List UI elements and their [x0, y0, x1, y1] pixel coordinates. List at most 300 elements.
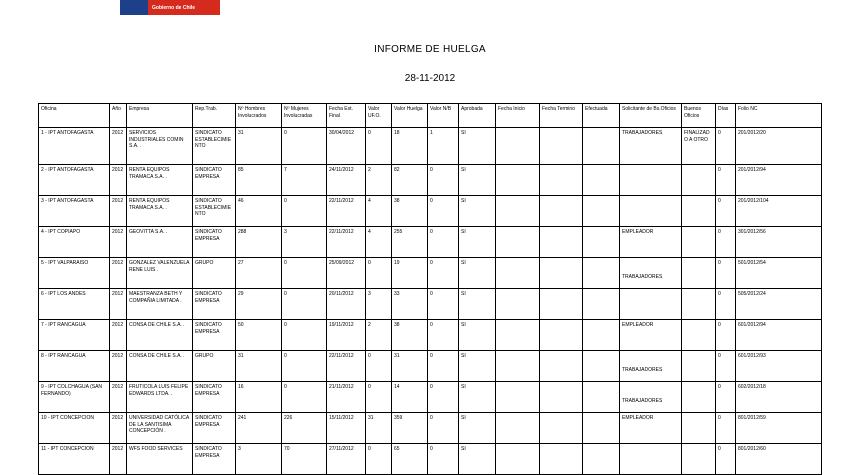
cell-valor-nb-text: 0 — [430, 260, 433, 266]
cell-mujeres — [282, 128, 327, 165]
cell-hombres-text: 288 — [238, 229, 247, 235]
cell-dias — [716, 320, 736, 351]
cell-dias — [716, 258, 736, 289]
cell-efectuada — [583, 351, 620, 382]
cell-hombres-text: 241 — [238, 415, 247, 421]
cell-folio-text: 602/2012/18 — [738, 384, 766, 390]
cell-efectuada — [583, 444, 620, 475]
cell-solicitante-text: EMPLEADOR — [622, 322, 654, 328]
cell-efectuada — [583, 258, 620, 289]
cell-fecha-termino — [540, 227, 583, 258]
cell-solicitante — [620, 351, 682, 382]
cell-valor-huelga-text: 19 — [394, 260, 400, 266]
cell-mujeres — [282, 196, 327, 227]
cell-valor-huelga-text: 31 — [394, 353, 400, 359]
cell-valor-huelga-text: 359 — [394, 415, 403, 421]
cell-valor-nb — [428, 128, 459, 165]
cell-valor-nb-text: 0 — [430, 446, 433, 452]
cell-empresa-text: RENTA EQUIPOS TRAMACA S.A. . — [129, 198, 170, 211]
cell-empresa-text: MAESTRANZA BETH Y COMPAÑIA LIMITADA . — [129, 291, 183, 304]
cell-solicitante-text: TRABAJADORES — [622, 398, 663, 404]
cell-valor-nb — [428, 413, 459, 444]
cell-valor-nb — [428, 165, 459, 196]
cell-buenos-oficios — [682, 227, 716, 258]
cell-dias — [716, 351, 736, 382]
logo-blue-block — [120, 0, 148, 15]
table-row — [39, 196, 822, 227]
cell-empresa — [127, 351, 193, 382]
cell-fecha-est-text: 21/11/2012 — [329, 384, 354, 390]
cell-buenos-oficios — [682, 258, 716, 289]
col-header-valor-nb: Valor N/B — [428, 104, 459, 128]
cell-empresa — [127, 444, 193, 475]
cell-rep-trab-text: SINDICATO EMPRESA — [195, 322, 222, 335]
col-header-empresa: Empresa — [127, 104, 193, 128]
cell-efectuada — [583, 413, 620, 444]
cell-fecha-est — [327, 258, 366, 289]
cell-solicitante-text: EMPLEADOR — [622, 415, 654, 421]
col-header-rep-trab: Rep.Trab. — [193, 104, 236, 128]
cell-hombres-text: 27 — [238, 260, 244, 266]
table-row — [39, 351, 822, 382]
cell-hombres — [236, 165, 282, 196]
cell-valor-nb — [428, 351, 459, 382]
cell-valor-uf-text: 3 — [368, 291, 371, 297]
cell-empresa-text: FRUTICOLA LUIS FELIPE EDWARDS LTDA. . — [129, 384, 189, 397]
table-row — [39, 413, 822, 444]
cell-fecha-est-text: 22/11/2012 — [329, 229, 354, 235]
cell-dias — [716, 227, 736, 258]
cell-rep-trab — [193, 351, 236, 382]
cell-rep-trab-text: SINDICATO EMPRESA — [195, 291, 222, 304]
cell-mujeres — [282, 165, 327, 196]
cell-valor-uf — [366, 165, 392, 196]
cell-mujeres-text: 7 — [284, 167, 287, 173]
cell-anio-text: 2012 — [112, 167, 124, 173]
cell-folio-text: 201/2012/20 — [738, 130, 766, 136]
cell-aprobada-text: SI — [461, 229, 466, 235]
cell-fecha-est — [327, 351, 366, 382]
cell-fecha-est — [327, 227, 366, 258]
col-header-anio: Año — [110, 104, 127, 128]
table-row — [39, 165, 822, 196]
cell-valor-huelga — [392, 289, 428, 320]
cell-fecha-termino — [540, 351, 583, 382]
cell-rep-trab — [193, 227, 236, 258]
cell-fecha-termino — [540, 289, 583, 320]
cell-folio — [736, 413, 822, 444]
cell-rep-trab-text: SINDICATO ESTABLECIMIENTO — [195, 198, 232, 217]
col-header-valor-uf: Valor UF.O. — [366, 104, 392, 128]
cell-rep-trab-text: SINDICATO EMPRESA — [195, 384, 222, 397]
cell-aprobada-text: SI — [461, 198, 466, 204]
cell-mujeres — [282, 382, 327, 413]
cell-hombres-text: 29 — [238, 291, 244, 297]
cell-folio-text: 505/2012/24 — [738, 291, 766, 297]
cell-oficina-text: 9 - IPT COLCHAGUA (SAN FERNANDO) — [41, 384, 103, 397]
cell-rep-trab — [193, 382, 236, 413]
cell-aprobada — [459, 351, 496, 382]
cell-hombres — [236, 258, 282, 289]
col-header-fecha-termino: Fecha Termino — [540, 104, 583, 128]
cell-aprobada — [459, 165, 496, 196]
cell-empresa — [127, 258, 193, 289]
cell-aprobada-text: SI — [461, 167, 466, 173]
cell-efectuada — [583, 196, 620, 227]
cell-solicitante-text: TRABAJADORES — [622, 274, 663, 280]
cell-hombres-text: 31 — [238, 353, 244, 359]
cell-fecha-inicio — [496, 128, 540, 165]
cell-fecha-est-text: 24/11/2012 — [329, 167, 354, 173]
cell-valor-nb — [428, 196, 459, 227]
cell-oficina-text: 7 - IPT RANCAGUA — [41, 322, 86, 328]
cell-mujeres-text: 226 — [284, 415, 293, 421]
cell-rep-trab — [193, 320, 236, 351]
cell-empresa — [127, 165, 193, 196]
cell-empresa — [127, 413, 193, 444]
cell-fecha-termino — [540, 258, 583, 289]
cell-folio-text: 201/2012/104 — [738, 198, 769, 204]
cell-fecha-est-text: 27/11/2012 — [329, 446, 354, 452]
cell-mujeres-text: 0 — [284, 260, 287, 266]
cell-buenos-oficios — [682, 196, 716, 227]
cell-empresa-text: CONSA DE CHILE S.A. . — [129, 322, 185, 328]
cell-aprobada-text: SI — [461, 415, 466, 421]
cell-aprobada-text: SI — [461, 260, 466, 266]
cell-empresa — [127, 320, 193, 351]
cell-anio — [110, 289, 127, 320]
cell-folio — [736, 382, 822, 413]
cell-valor-uf-text: 2 — [368, 167, 371, 173]
cell-fecha-inicio — [496, 227, 540, 258]
cell-valor-uf — [366, 289, 392, 320]
col-header-aprobada: Aprobada — [459, 104, 496, 128]
cell-valor-huelga — [392, 320, 428, 351]
cell-solicitante — [620, 128, 682, 165]
cell-aprobada-text: SI — [461, 291, 466, 297]
report-date: 28-11-2012 — [404, 73, 456, 84]
cell-valor-nb — [428, 320, 459, 351]
cell-aprobada — [459, 413, 496, 444]
cell-oficina — [39, 289, 110, 320]
cell-hombres-text: 85 — [238, 167, 244, 173]
cell-rep-trab — [193, 258, 236, 289]
cell-valor-huelga — [392, 196, 428, 227]
cell-fecha-est — [327, 196, 366, 227]
cell-oficina-text: 11 - IPT CONCEPCION — [41, 446, 94, 452]
cell-fecha-est-text: 30/04/2012 — [329, 130, 355, 136]
table-row — [39, 382, 822, 413]
cell-empresa — [127, 227, 193, 258]
cell-empresa — [127, 289, 193, 320]
cell-aprobada-text: SI — [461, 446, 466, 452]
cell-fecha-inicio — [496, 165, 540, 196]
cell-dias — [716, 128, 736, 165]
cell-folio — [736, 227, 822, 258]
cell-fecha-est — [327, 289, 366, 320]
cell-valor-huelga-text: 82 — [394, 167, 400, 173]
cell-hombres — [236, 413, 282, 444]
cell-anio — [110, 351, 127, 382]
table-row — [39, 128, 822, 165]
cell-dias-text: 0 — [718, 198, 721, 204]
cell-solicitante-text: EMPLEADOR — [622, 229, 654, 235]
cell-oficina — [39, 196, 110, 227]
cell-dias — [716, 444, 736, 475]
cell-solicitante — [620, 227, 682, 258]
cell-fecha-est — [327, 320, 366, 351]
col-header-mujeres: Nº Mujeres Involucradas — [282, 104, 327, 128]
cell-oficina — [39, 444, 110, 475]
cell-mujeres-text: 0 — [284, 322, 287, 328]
cell-buenos-oficios — [682, 320, 716, 351]
cell-valor-nb-text: 0 — [430, 229, 433, 235]
cell-dias-text: 0 — [718, 260, 721, 266]
cell-rep-trab — [193, 444, 236, 475]
cell-folio — [736, 351, 822, 382]
cell-anio — [110, 320, 127, 351]
cell-valor-huelga-text: 38 — [394, 198, 400, 204]
cell-fecha-est — [327, 128, 366, 165]
cell-hombres-text: 50 — [238, 322, 244, 328]
cell-valor-huelga — [392, 413, 428, 444]
cell-valor-uf-text: 31 — [368, 415, 374, 421]
cell-empresa-text: GEOVITTA S.A. . — [129, 229, 168, 235]
cell-rep-trab-text: SINDICATO EMPRESA — [195, 446, 222, 459]
col-header-folio: Folio NC — [736, 104, 822, 128]
cell-anio-text: 2012 — [112, 130, 124, 136]
cell-anio-text: 2012 — [112, 353, 124, 359]
cell-hombres — [236, 444, 282, 475]
cell-rep-trab-text: SINDICATO ESTABLECIMIENTO — [195, 130, 232, 149]
cell-oficina — [39, 320, 110, 351]
col-header-solicitante: Solicitante de Bs.Oficios — [620, 104, 682, 128]
cell-buenos-oficios — [682, 413, 716, 444]
col-header-buenos-oficios: Buenos Oficios — [682, 104, 716, 128]
cell-oficina — [39, 413, 110, 444]
cell-fecha-termino — [540, 320, 583, 351]
cell-anio-text: 2012 — [112, 415, 124, 421]
cell-anio — [110, 227, 127, 258]
cell-mujeres — [282, 289, 327, 320]
cell-valor-uf-text: 0 — [368, 353, 371, 359]
cell-valor-uf-text: 4 — [368, 198, 371, 204]
cell-hombres — [236, 289, 282, 320]
cell-folio — [736, 165, 822, 196]
report-title: INFORME DE HUELGA — [374, 44, 486, 55]
cell-anio — [110, 413, 127, 444]
cell-fecha-inicio — [496, 320, 540, 351]
cell-aprobada — [459, 128, 496, 165]
cell-efectuada — [583, 382, 620, 413]
cell-efectuada — [583, 165, 620, 196]
cell-valor-uf-text: 4 — [368, 229, 371, 235]
cell-aprobada-text: SI — [461, 384, 466, 390]
cell-folio — [736, 258, 822, 289]
cell-hombres — [236, 320, 282, 351]
cell-fecha-termino — [540, 413, 583, 444]
cell-valor-huelga — [392, 258, 428, 289]
cell-fecha-termino — [540, 196, 583, 227]
cell-mujeres — [282, 227, 327, 258]
cell-folio — [736, 320, 822, 351]
cell-anio-text: 2012 — [112, 198, 124, 204]
cell-folio-text: 801/2012/60 — [738, 446, 766, 452]
cell-fecha-est-text: 22/11/2012 — [329, 198, 354, 204]
cell-rep-trab-text: GRUPO — [195, 353, 214, 359]
cell-aprobada-text: SI — [461, 353, 466, 359]
cell-folio-text: 301/2012/56 — [738, 229, 766, 235]
cell-efectuada — [583, 320, 620, 351]
cell-fecha-inicio — [496, 444, 540, 475]
cell-mujeres — [282, 351, 327, 382]
cell-fecha-inicio — [496, 196, 540, 227]
cell-rep-trab — [193, 196, 236, 227]
col-header-fecha-est: Fecha Est. Final — [327, 104, 366, 128]
cell-fecha-est-text: 15/11/2012 — [329, 415, 354, 421]
cell-valor-huelga — [392, 351, 428, 382]
cell-empresa-text: WFS FOOD SERVICES — [129, 446, 183, 452]
cell-dias-text: 0 — [718, 384, 721, 390]
strike-report-table — [38, 103, 822, 475]
col-header-dias: Días — [716, 104, 736, 128]
cell-valor-nb — [428, 382, 459, 413]
cell-dias — [716, 382, 736, 413]
cell-rep-trab-text: SINDICATO EMPRESA — [195, 229, 222, 242]
cell-valor-uf — [366, 444, 392, 475]
cell-mujeres-text: 0 — [284, 291, 287, 297]
cell-fecha-est — [327, 413, 366, 444]
cell-valor-uf-text: 0 — [368, 130, 371, 136]
cell-fecha-est-text: 19/11/2012 — [329, 322, 354, 328]
cell-mujeres-text: 70 — [284, 446, 290, 452]
cell-rep-trab — [193, 165, 236, 196]
cell-valor-nb-text: 0 — [430, 291, 433, 297]
cell-buenos-oficios — [682, 382, 716, 413]
cell-oficina-text: 2 - IPT ANTOFAGASTA — [41, 167, 94, 173]
cell-valor-nb — [428, 258, 459, 289]
cell-fecha-inicio — [496, 289, 540, 320]
cell-empresa-text: UNIVERSIDAD CATÓLICA DE LA SANTISIMA CONCEPCIÓN . — [129, 415, 189, 434]
cell-folio-text: 201/2012/94 — [738, 167, 766, 173]
cell-dias — [716, 413, 736, 444]
cell-empresa — [127, 382, 193, 413]
cell-aprobada — [459, 196, 496, 227]
cell-mujeres — [282, 258, 327, 289]
cell-solicitante — [620, 382, 682, 413]
cell-empresa-text: RENTA EQUIPOS TRAMACA S.A. . — [129, 167, 170, 180]
cell-valor-nb — [428, 444, 459, 475]
cell-valor-uf — [366, 227, 392, 258]
col-header-oficina: Oficina — [39, 104, 110, 128]
cell-folio — [736, 196, 822, 227]
cell-buenos-oficios — [682, 444, 716, 475]
cell-solicitante-text: TRABAJADORES — [622, 130, 663, 136]
cell-valor-nb — [428, 289, 459, 320]
cell-rep-trab — [193, 289, 236, 320]
cell-oficina-text: 10 - IPT CONCEPCION — [41, 415, 94, 421]
cell-valor-uf — [366, 128, 392, 165]
cell-empresa — [127, 196, 193, 227]
cell-rep-trab-text: GRUPO — [195, 260, 214, 266]
cell-oficina-text: 4 - IPT COPIAPO — [41, 229, 81, 235]
cell-buenos-oficios-text: FINALIZADO A OTRO — [684, 130, 710, 143]
cell-oficina — [39, 258, 110, 289]
cell-oficina — [39, 128, 110, 165]
cell-fecha-termino — [540, 165, 583, 196]
cell-folio — [736, 128, 822, 165]
table-row — [39, 227, 822, 258]
cell-dias — [716, 165, 736, 196]
logo-text: Gobierno de Chile — [152, 5, 196, 11]
cell-hombres-text: 3 — [238, 446, 241, 452]
cell-rep-trab-text: SINDICATO EMPRESA — [195, 167, 222, 180]
cell-buenos-oficios — [682, 351, 716, 382]
cell-solicitante-text: TRABAJADORES — [622, 367, 663, 373]
cell-mujeres-text: 0 — [284, 384, 287, 390]
cell-fecha-termino — [540, 128, 583, 165]
cell-valor-uf — [366, 413, 392, 444]
cell-valor-nb-text: 0 — [430, 415, 433, 421]
cell-fecha-est-text: 20/11/2012 — [329, 291, 354, 297]
cell-folio-text: 601/2012/93 — [738, 353, 766, 359]
cell-anio — [110, 258, 127, 289]
cell-dias-text: 0 — [718, 229, 721, 235]
cell-anio — [110, 128, 127, 165]
cell-mujeres-text: 3 — [284, 229, 287, 235]
cell-fecha-inicio — [496, 351, 540, 382]
cell-valor-nb-text: 0 — [430, 353, 433, 359]
cell-hombres — [236, 128, 282, 165]
cell-valor-uf-text: 0 — [368, 384, 371, 390]
cell-oficina-text: 3 - IPT ANTOFAGASTA — [41, 198, 94, 204]
cell-buenos-oficios — [682, 128, 716, 165]
cell-solicitante — [620, 165, 682, 196]
cell-valor-uf-text: 0 — [368, 260, 371, 266]
gobierno-logo — [120, 0, 220, 15]
cell-solicitante — [620, 196, 682, 227]
cell-fecha-est — [327, 382, 366, 413]
cell-valor-huelga-text: 18 — [394, 130, 400, 136]
cell-valor-nb-text: 0 — [430, 322, 433, 328]
cell-fecha-est — [327, 165, 366, 196]
cell-oficina — [39, 227, 110, 258]
cell-dias-text: 0 — [718, 322, 721, 328]
cell-mujeres — [282, 413, 327, 444]
cell-folio-text: 601/2012/94 — [738, 322, 766, 328]
cell-valor-huelga — [392, 444, 428, 475]
cell-mujeres-text: 0 — [284, 130, 287, 136]
cell-anio-text: 2012 — [112, 260, 124, 266]
cell-hombres-text: 31 — [238, 130, 244, 136]
cell-anio — [110, 444, 127, 475]
cell-anio-text: 2012 — [112, 291, 124, 297]
cell-aprobada-text: SI — [461, 130, 466, 136]
cell-hombres — [236, 382, 282, 413]
col-header-hombres: Nº Hombres Involucrados — [236, 104, 282, 128]
cell-valor-huelga-text: 65 — [394, 446, 400, 452]
cell-solicitante — [620, 444, 682, 475]
table-row — [39, 444, 822, 475]
cell-fecha-est-text: 25/09/2012 — [329, 260, 355, 266]
cell-aprobada — [459, 258, 496, 289]
cell-aprobada-text: SI — [461, 322, 466, 328]
cell-aprobada — [459, 382, 496, 413]
cell-dias-text: 0 — [718, 353, 721, 359]
cell-oficina-text: 6 - IPT LOS ANDES — [41, 291, 86, 297]
cell-valor-uf-text: 2 — [368, 322, 371, 328]
cell-hombres — [236, 227, 282, 258]
